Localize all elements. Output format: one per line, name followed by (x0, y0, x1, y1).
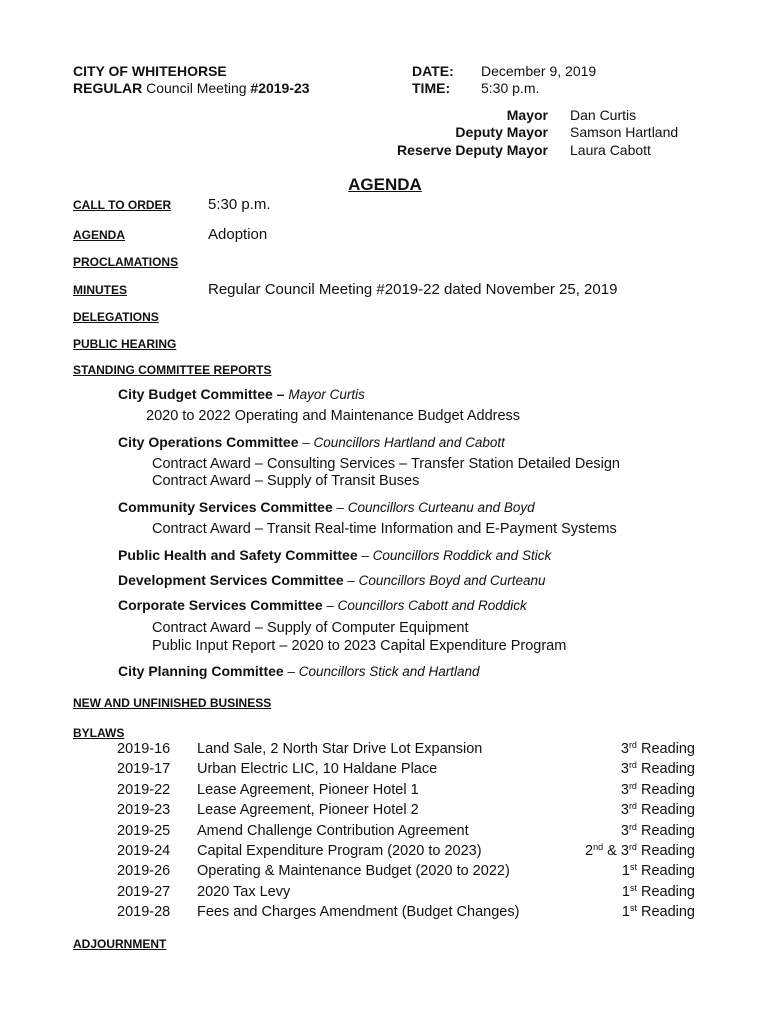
committee-name: City Planning Committee (118, 663, 284, 679)
committee-heading (118, 434, 505, 450)
bylaw-title: Lease Agreement, Pioneer Hotel 2 (197, 802, 419, 819)
section-new-business: NEW AND UNFINISHED BUSINESS (73, 696, 272, 710)
bylaw-title: Land Sale, 2 North Star Drive Lot Expansion (197, 741, 483, 757)
bylaw-title: Urban Electric LIC, 10 Haldane Place (197, 761, 438, 778)
bylaw-reading: 3rd Reading (620, 821, 695, 839)
committee-item: Contract Award – Supply of Transit Buses (152, 473, 420, 489)
org-name: CITY OF WHITEHORSE (73, 63, 227, 79)
bylaw-reading: 1st Reading (621, 882, 695, 900)
meeting-title (73, 80, 310, 97)
bylaw-number: 2019-22 (117, 781, 171, 798)
section-agenda: AGENDA (73, 228, 126, 242)
official-name: Dan Curtis (570, 107, 637, 123)
bylaw-title: Amend Challenge Contribution Agreement (197, 822, 469, 839)
bylaw-reading: 3rd Reading (620, 801, 695, 819)
bylaw-reading: 3rd Reading (620, 760, 695, 778)
committee-heading (118, 663, 480, 679)
section-public-hearing: PUBLIC HEARING (73, 337, 177, 351)
committee-item: 2020 to 2022 Operating and Maintenance Budget Address (146, 408, 521, 424)
official-role: Deputy Mayor (455, 124, 548, 140)
meeting-rest: Council Meeting (142, 80, 251, 96)
committee-members: – Councillors Roddick and Stick (357, 548, 552, 563)
committee-members: – Councillors Curteanu and Boyd (332, 500, 535, 515)
committee-heading (118, 572, 546, 588)
section-bylaws: BYLAWS (73, 726, 125, 740)
committee-heading (118, 499, 535, 515)
section-adjournment: ADJOURNMENT (73, 937, 167, 951)
bylaw-number: 2019-24 (117, 843, 171, 859)
bylaw-title: Capital Expenditure Program (2020 to 2023) (197, 843, 482, 859)
bylaw-title: Fees and Charges Amendment (Budget Changes) (197, 904, 520, 921)
bylaw-reading: 3rd Reading (620, 780, 695, 798)
time-value: 5:30 p.m. (481, 80, 540, 96)
date-label: DATE: (412, 63, 454, 79)
committee-members: – Councillors Boyd and Curteanu (343, 573, 546, 588)
time-label: TIME: (412, 80, 451, 96)
committee-members: Mayor Curtis (288, 387, 365, 402)
committee-heading (118, 597, 527, 613)
date-value: December 9, 2019 (481, 63, 597, 79)
committee-name: Community Services Committee (118, 499, 333, 515)
section-proclamations: PROCLAMATIONS (73, 255, 179, 269)
committee-members: – Councillors Stick and Hartland (283, 664, 480, 679)
bylaw-reading: 1st Reading (621, 903, 695, 921)
agenda-value: Adoption (208, 226, 268, 243)
meeting-number: #2019-23 (250, 80, 310, 96)
bylaw-number: 2019-23 (117, 802, 171, 819)
bylaw-title: Operating & Maintenance Budget (2020 to 2022) (197, 863, 510, 880)
bylaw-number: 2019-16 (117, 741, 171, 757)
committee-members: – Councillors Hartland and Cabott (298, 435, 505, 450)
committee-name: City Budget Committee – (118, 386, 289, 402)
committee-heading (118, 386, 365, 402)
official-name: Samson Hartland (570, 124, 679, 140)
committee-item: Contract Award – Supply of Computer Equipment (152, 620, 469, 636)
meeting-type: REGULAR (73, 80, 143, 96)
bylaw-reading: 3rd Reading (620, 740, 695, 757)
committee-name: Corporate Services Committee (118, 597, 323, 613)
committee-name: City Operations Committee (118, 434, 299, 450)
committee-item: Contract Award – Consulting Services – Transfer Station Detailed Design (152, 456, 621, 472)
section-standing-committees: STANDING COMMITTEE REPORTS (73, 363, 272, 377)
page-title: AGENDA (348, 175, 422, 194)
section-delegations: DELEGATIONS (73, 310, 159, 324)
committee-item: Public Input Report – 2020 to 2023 Capital Expenditure Program (152, 638, 567, 654)
committee-members: – Councillors Cabott and Roddick (322, 598, 527, 613)
section-call-to-order: CALL TO ORDER (73, 198, 172, 212)
bylaw-number: 2019-17 (117, 761, 171, 778)
minutes-value: Regular Council Meeting #2019-22 dated November 25, 2019 (208, 281, 618, 298)
official-role: Mayor (506, 107, 548, 123)
section-minutes: MINUTES (73, 283, 127, 297)
bylaw-reading: 2nd & 3rd Reading (585, 842, 695, 859)
bylaw-number: 2019-25 (117, 822, 171, 839)
bylaw-number: 2019-28 (117, 904, 171, 921)
committee-heading (118, 547, 551, 563)
bylaw-number: 2019-26 (117, 863, 171, 880)
committee-item: Contract Award – Transit Real-time Information and E-Payment Systems (152, 521, 617, 537)
call-to-order-value: 5:30 p.m. (208, 196, 271, 213)
official-role: Reserve Deputy Mayor (397, 142, 548, 158)
bylaw-title: 2020 Tax Levy (197, 883, 291, 900)
bylaw-number: 2019-27 (117, 883, 171, 900)
official-name: Laura Cabott (570, 142, 651, 158)
bylaw-title: Lease Agreement, Pioneer Hotel 1 (197, 781, 419, 798)
committee-name: Public Health and Safety Committee (118, 547, 358, 563)
committee-name: Development Services Committee (118, 572, 344, 588)
bylaw-reading: 1st Reading (621, 862, 695, 880)
